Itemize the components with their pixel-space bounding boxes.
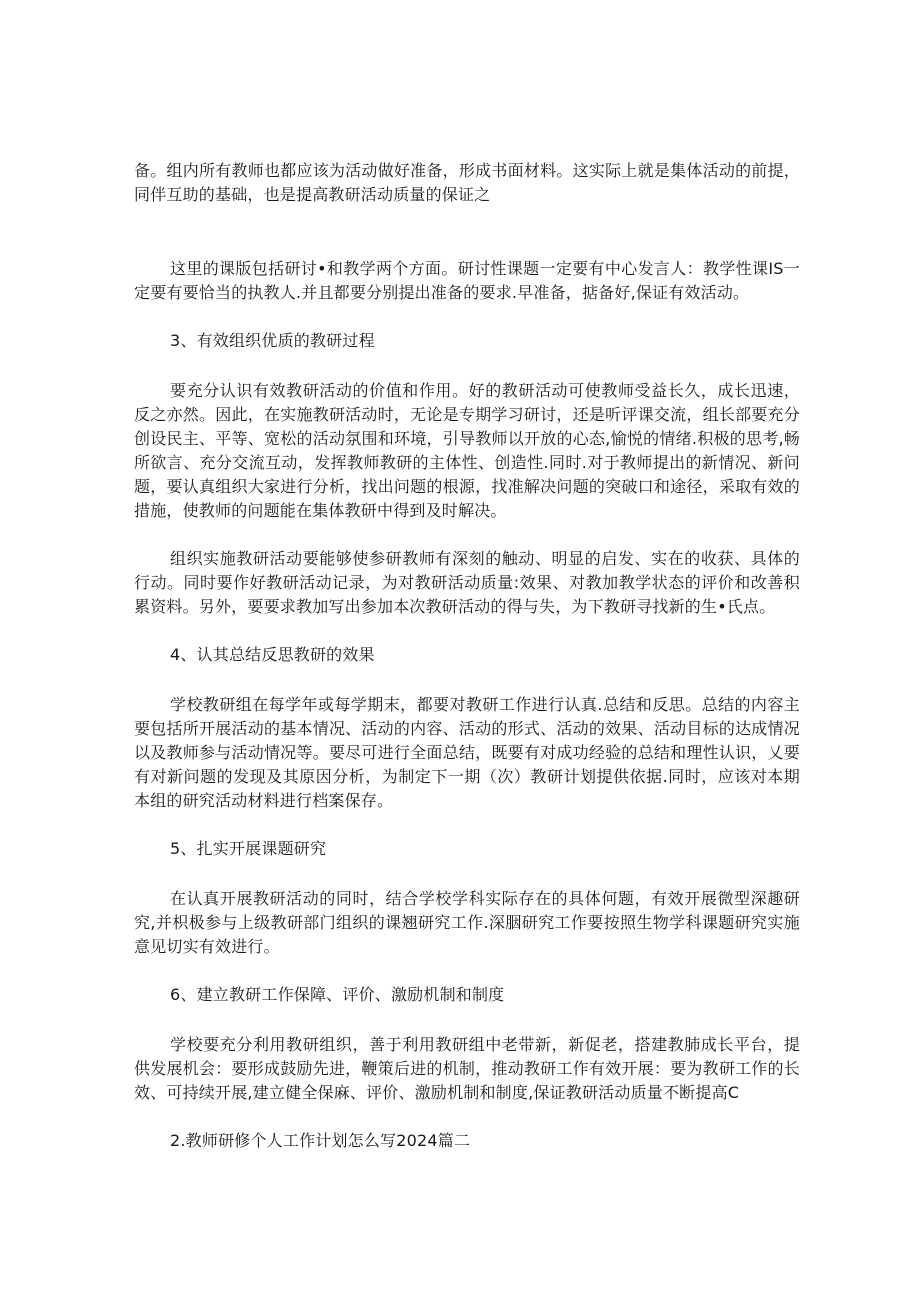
paragraph-lesson-prep: 这里的课版包括研讨•和教学两个方面。研讨性课题一定要有中心发言人：教学性课IS一定要有要恰当的执教人.并且都要分别提出准备的要求.早准备，掂备好,保证有效活动。 — [134, 259, 800, 302]
paragraph-continuation: 备。组内所有教师也都应该为活动做好准备，形成书面材料。这实际上就是集体活动的前提，同伴互助的基础，也是提高教研活动质量的保证之 — [134, 161, 800, 204]
paragraph-summary-reflection: 学校教研组在每学年或每学期末，都要对教研工作进行认真.总结和反思。总结的内容主要包括所开展活动的基本情况、活动的内容、活动的形式、活动的效果、活动目标的达成情况以及教师参与活动情况等。要尽可进行全面总结，既要有对成功经验的总结和理性认识，乂要有对新问题的发现及其原因分析，为制定下一期（次）教研计划提供依据.同时，应该对本期本组的研究活动材料进行档案保存。 — [134, 695, 800, 810]
section-heading-article-2: 2.教师研修个人工作计划怎么写2024篇二 — [170, 1131, 471, 1150]
section-heading-5: 5、扎实开展课题研究 — [170, 839, 327, 858]
paragraph-organize-activities: 组织实施教研活动要能够使参研教师有深刻的触动、明显的启发、实在的收获、具体的行动。同时要作好教研活动记录，为对教研活动质量:效果、对教加教学状态的评价和改善积累资料。另外，要要求教加写出参加本次教研活动的得与失，为下教研寻找新的生•氏点。 — [134, 549, 800, 616]
paragraph-effective-research: 要充分认识有效教研活动的价值和作用。好的教研活动可使教师受益长久，成长迅速，反之亦然。因此，在实施教研活动时，无论是专期学习研讨，还是听评课交流，组长部要充分创设民主、平等、宽松的活动氛围和环境，引导教师以开放的心态,愉悦的情绪.积极的思考,畅所欲言、充分交流互动，发挥教师教研的主体性、创造性.同时.对于教师提出的新情况、新问题，要认真组织大家进行分析，找出问题的根源，找准解决问题的突破口和途径，采取有效的措施，使教师的问题能在集体教研中得到及时解决。 — [134, 381, 800, 520]
paragraph-topic-research: 在认真开展教研活动的同时，结合学校学科实际存在的具体何题，有效开展微型深趣研究,并枳极参与上级教研部门组织的课翘研究工作.深胭研究工作要按照生物学科课题研究实施意见切实有效进行。 — [134, 889, 800, 956]
section-heading-6: 6、建立教研工作保障、评价、激励机制和制度 — [170, 985, 505, 1004]
section-heading-3: 3、有效组织优质的教研过程 — [170, 331, 375, 350]
section-heading-4: 4、认其总结反思教研的效果 — [170, 645, 375, 664]
paragraph-mechanisms: 学校要充分利用教研组织，善于利用教研组中老带新，新促老，搭建教肺成长平台，提供发展机会：要形成鼓励先进，鞭策后进的机制，推动教研工作有效开展：要为教研工作的长效、可持续开展,建立健全保麻、评价、激励机制和制度,保证教研活动质量不断提高C — [134, 1035, 800, 1102]
document-body — [134, 159, 800, 1153]
